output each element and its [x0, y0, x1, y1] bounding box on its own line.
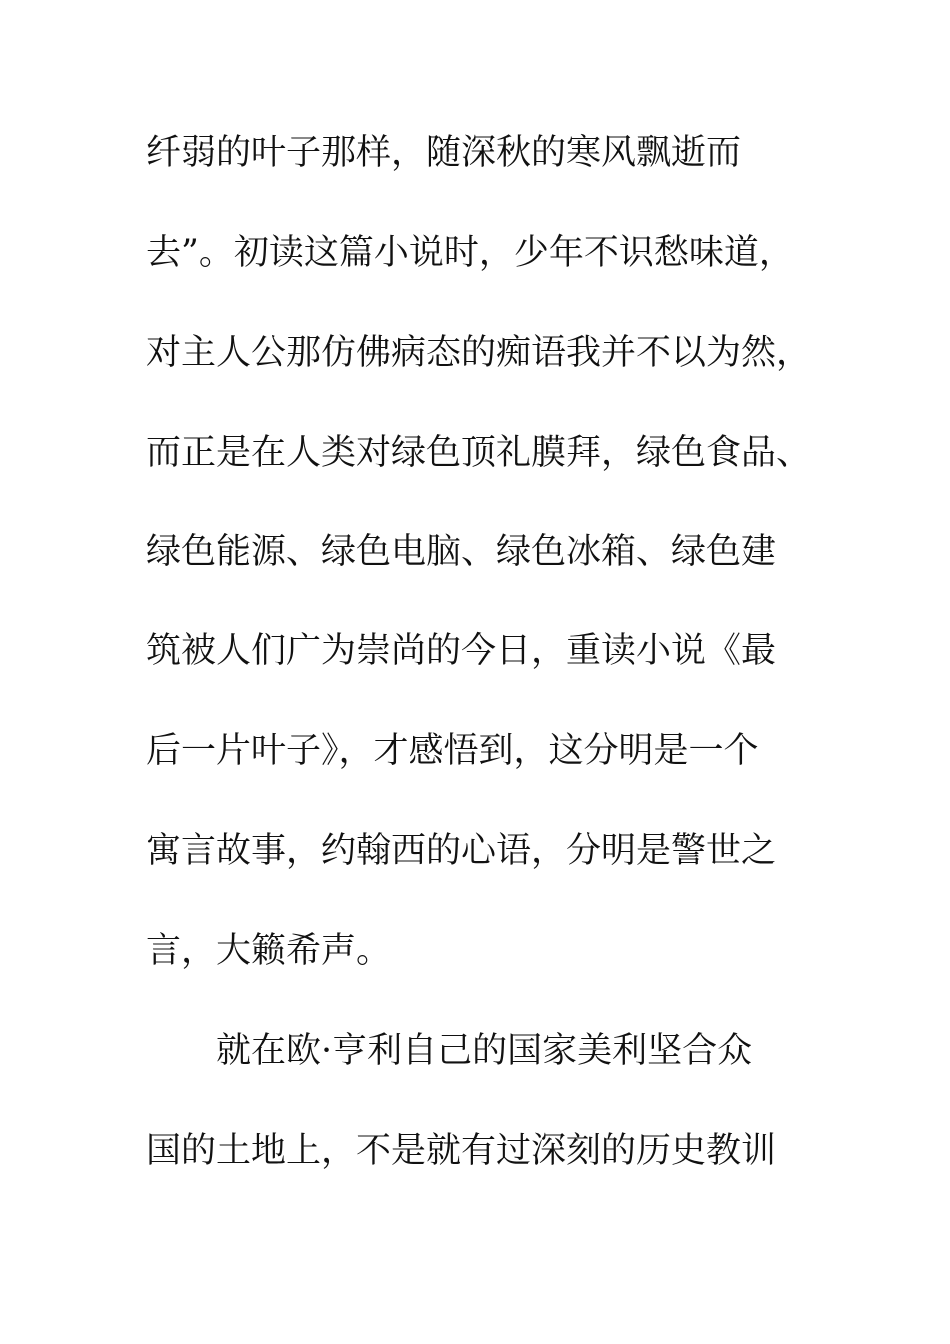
text-line: 寓言故事，约翰西的心语，分明是警世之	[146, 831, 777, 871]
text-line: 绿色能源、绿色电脑、绿色冰箱、绿色建	[146, 532, 777, 572]
text-line: 而正是在人类对绿色顶礼膜拜，绿色食品、	[146, 433, 812, 473]
text-line: 去”。初读这篇小说时，少年不识愁味道，	[146, 233, 794, 273]
text-line: 对主人公那仿佛病态的痴语我并不以为然，	[146, 333, 812, 373]
text-line: 纤弱的叶子那样，随深秋的寒风飘逝而	[146, 133, 742, 173]
text-line: 国的土地上，不是就有过深刻的历史教训	[146, 1131, 777, 1171]
text-line: 后一片叶子》，才感悟到，这分明是一个	[146, 731, 759, 771]
text-line: 筑被人们广为崇尚的今日，重读小说《最	[146, 631, 777, 671]
text-line: 言，大籁希声。	[146, 931, 392, 971]
paragraph-first-line: 就在欧·亨利自己的国家美利坚合众	[216, 1031, 753, 1071]
